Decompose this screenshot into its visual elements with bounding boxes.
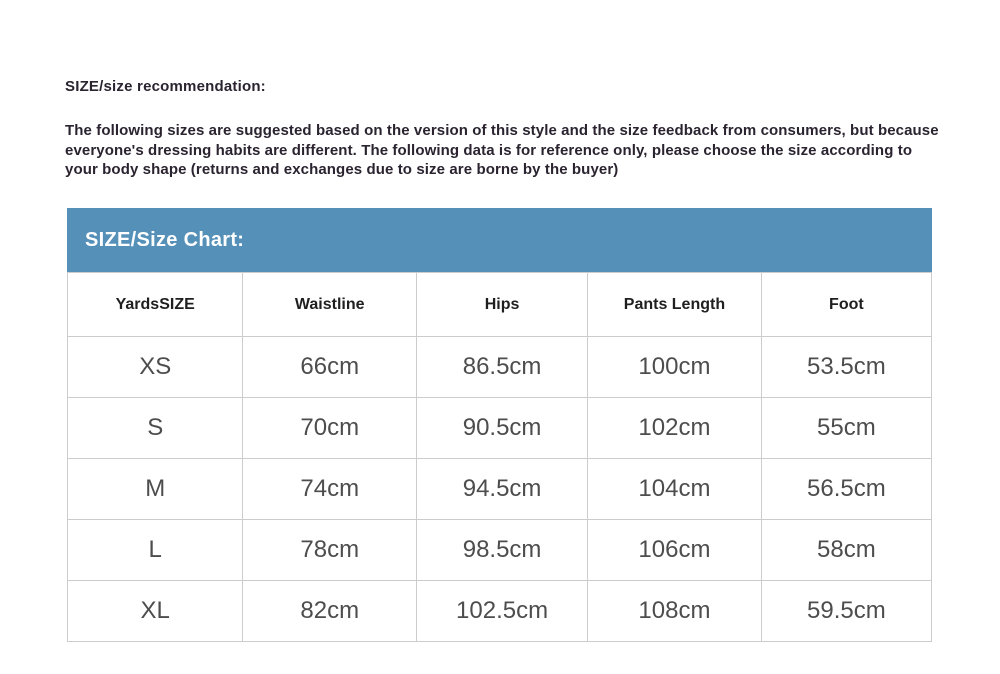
table-row-s [68, 398, 932, 459]
size-recommendation-heading: SIZE/size recommendation: [65, 78, 266, 95]
foot-cell: 56.5cm [761, 459, 931, 520]
column-header-hips: Hips [417, 273, 588, 337]
size-label-cell: L [68, 520, 243, 581]
pants-length-cell: 108cm [588, 581, 762, 642]
column-header-pants-length: Pants Length [588, 273, 762, 337]
pants-length-cell: 102cm [588, 398, 762, 459]
waistline-cell: 82cm [243, 581, 417, 642]
waistline-cell: 74cm [243, 459, 417, 520]
hips-cell: 86.5cm [417, 337, 588, 398]
size-label-cell: S [68, 398, 243, 459]
table-row-xl [68, 581, 932, 642]
table-row-m [68, 459, 932, 520]
waistline-cell: 66cm [243, 337, 417, 398]
table-row-xs [68, 337, 932, 398]
waistline-cell: 78cm [243, 520, 417, 581]
pants-length-cell: 104cm [588, 459, 762, 520]
hips-cell: 102.5cm [417, 581, 588, 642]
size-chart-title-bar [67, 208, 932, 272]
hips-cell: 94.5cm [417, 459, 588, 520]
size-chart-title: SIZE/Size Chart: [85, 228, 245, 251]
foot-cell: 55cm [761, 398, 931, 459]
foot-cell: 53.5cm [761, 337, 931, 398]
foot-cell: 58cm [761, 520, 931, 581]
size-chart [67, 208, 932, 642]
hips-cell: 98.5cm [417, 520, 588, 581]
size-chart-table [67, 272, 932, 642]
table-row-l [68, 520, 932, 581]
size-recommendation-text: The following sizes are suggested based on the version of this style and the size feedback from consumers, but because everyone's dressing habits are different. The following data is for reference only, please choose the size according to your body shape (returns and exchanges due to size are borne by the buyer) [65, 122, 939, 178]
pants-length-cell: 106cm [588, 520, 762, 581]
waistline-cell: 70cm [243, 398, 417, 459]
size-label-cell: XS [68, 337, 243, 398]
size-label-cell: M [68, 459, 243, 520]
hips-cell: 90.5cm [417, 398, 588, 459]
column-header-foot: Foot [761, 273, 931, 337]
size-label-cell: XL [68, 581, 243, 642]
table-header-row [68, 273, 932, 337]
pants-length-cell: 100cm [588, 337, 762, 398]
column-header-size: YardsSIZE [68, 273, 243, 337]
column-header-waistline: Waistline [243, 273, 417, 337]
foot-cell: 59.5cm [761, 581, 931, 642]
